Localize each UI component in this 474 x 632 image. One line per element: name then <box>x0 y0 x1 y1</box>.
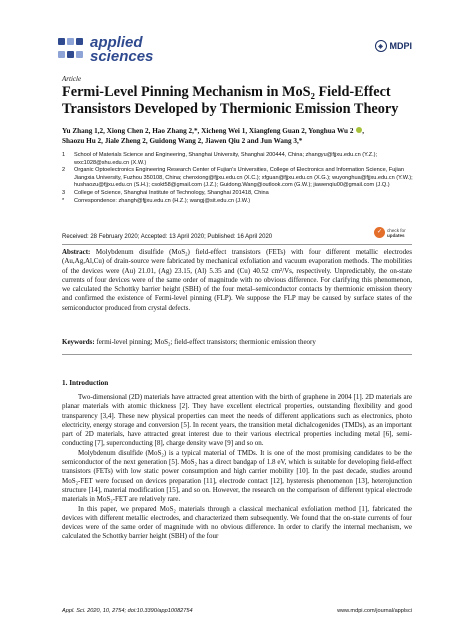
footer-url[interactable]: www.mdpi.com/journal/applsci <box>337 608 412 614</box>
orcid-icon[interactable] <box>356 127 362 133</box>
check-updates-line2: updates <box>387 232 405 238</box>
affiliation-item: 2 Organic Optoelectronics Engineering Research Center of Fujian's Universities, College of Electronics and Information Science, Fujian Jiangxia University, Fuzhou 350108, China; chenxiong@fjjxu.edu.cn (X.C.); xfguan@fjjxu.edu.cn (X.G.); wuyonghua@fjjxu.edu.cn (Y.W.); hushaozu@fjjxu.edu.cn (S.H.); csokt58@gmail.com (J.Z.); Guidong.Wang@outlook.com (G.W.); jiawenqiu00@gmail.com (J.Q.) <box>62 167 413 189</box>
section-title: 1. Introduction <box>62 379 109 387</box>
article-type: Article <box>62 75 82 83</box>
paragraph: Molybdenum disulfide (MoS₂) is a typical material of TMDs. It is one of the most promising candidates to be the semiconductor of the next generation [5]. MoS₂ has a direct bandgap of 1.8 eV, which is suitable for developing field-effect transistors (FETs) with low static power consumption and high carrier mobility [10]. In the past decade, studies around MoS₂-FET were focused on devices preparation [11], electrode contact [12], hysteresis phenomenon [13], heterojunction structure [14], material modification [15], and so on. However, the research on the comparison of different typical electrode materials in MoS₂-FET are relatively rare. <box>62 448 412 504</box>
mdpi-icon: ◈ <box>375 40 387 52</box>
abstract-label: Abstract: <box>62 248 91 256</box>
divider <box>62 244 412 245</box>
article-title: Fermi-Level Pinning Mechanism in MoS₂ Field-Effect Transistors Developed by Thermionic Emission Theory <box>62 84 399 117</box>
keywords <box>62 338 412 347</box>
journal-logo[interactable] <box>58 32 153 68</box>
journal-logo-icon <box>58 38 84 62</box>
journal-name <box>90 36 153 64</box>
paragraph: Two-dimensional (2D) materials have attracted great attention with the birth of graphene in 2004 [1]. 2D materials are planar materials with atomic thickness [2]. They have excellent electrical properties, outstanding flexibility and good transparency [3,4]. These new physical properties can meet the needs of different applications such as electronics, photo electricity, energy storage and conversion [5]. In recent years, the transition metal dichalcogenides (TMDs), as an important part of 2D materials, have attracted great interest due to their various electrical properties including metal [6], semi-conducting [7], superconducting [8], charge density wave [9] and so on. <box>62 393 412 448</box>
keywords-text: fermi-level pinning; MoS₂; field-effect transistors; thermionic emission theory <box>96 338 316 346</box>
paragraph: In this paper, we prepared MoS₂ materials through a classical mechanical exfoliation method [1], fabricated the devices with different metallic electrodes, and characterized them subsequently. We found that the on-state currents of four devices were of the same order of magnitude with no obvious difference. In order to clarify the internal mechanism, we calculated the Schottky barrier height (SBH) of the four <box>62 504 412 541</box>
footer-citation: Appl. Sci. 2020, 10, 2754; doi:10.3390/app10082754 <box>62 608 193 614</box>
publisher-name: MDPI <box>389 41 412 51</box>
author-list: Yu Zhang 1,2, Xiong Chen 2, Hao Zhang 2,*, Xicheng Wei 1, Xiangfeng Guan 2, Yonghua Wu 2 , Shaozu Hu 2, Jiale Zheng 2, Guidong Wang 2, Jiawen Qiu 2 and Jun Wang 3,* <box>62 126 422 146</box>
affiliation-item: 3 College of Science, Shanghai Institute of Technology, Shanghai 201418, China <box>62 189 269 196</box>
check-for-updates-badge[interactable] <box>374 227 406 238</box>
keywords-label: Keywords: <box>62 338 95 346</box>
abstract-text: Molybdenum disulfide (MoS₂) field-effect transistors (FETs) with four different metallic electrodes (Au,Ag,Al,Cu) of drain-source were fabricated by mechanical exfoliation and vacuum evaporation methods. The mobilities of the devices were (Au) 21.01, (Ag) 23.15, (Al) 5.35 and (Cu) 40.52 cm²/Vs, respectively. Unpredictably, the on-state currents of four devices were of the same order of magnitude with no obvious difference. For clarifying this phenomenon, we calculated the Schottky barrier height (SBH) of the four metal–semiconductor contacts by thermionic emission theory and confirmed the existence of Fermi-level pinning (FLP). We suppose the FLP may be caused by surface states of the semiconductor produced from crystal defects. <box>62 248 413 312</box>
publication-dates: Received: 28 February 2020; Accepted: 13 April 2020; Published: 16 April 2020 <box>62 234 273 240</box>
correspondence: * Correspondence: zhangh@fjjxu.edu.cn (H.Z.); wangj@sit.edu.cn (J.W.) <box>62 197 251 204</box>
journal-name-line1: applied <box>90 34 143 51</box>
publisher-logo[interactable] <box>375 40 413 52</box>
divider <box>62 354 412 355</box>
check-updates-line1: check for <box>387 227 406 233</box>
introduction-body <box>62 393 412 542</box>
authors-line-1: Yu Zhang 1,2, Xiong Chen 2, Hao Zhang 2,*, Xicheng Wei 1, Xiangfeng Guan 2, Yonghua Wu 2 <box>62 127 354 135</box>
authors-line-2: Shaozu Hu 2, Jiale Zheng 2, Guidong Wang 2, Jiawen Qiu 2 and Jun Wang 3,* <box>62 137 303 145</box>
abstract <box>62 248 412 313</box>
check-updates-icon: ✓ <box>374 227 385 238</box>
affiliations <box>62 152 422 205</box>
affiliation-item: 1 School of Materials Science and Engineering, Shanghai University, Shanghai 200444, China; zhangyu@fjjxu.edu.cn (Y.Z.); wxc1028@shu.edu.cn (X.W.) <box>62 152 378 166</box>
journal-name-line2: sciences <box>90 48 154 65</box>
